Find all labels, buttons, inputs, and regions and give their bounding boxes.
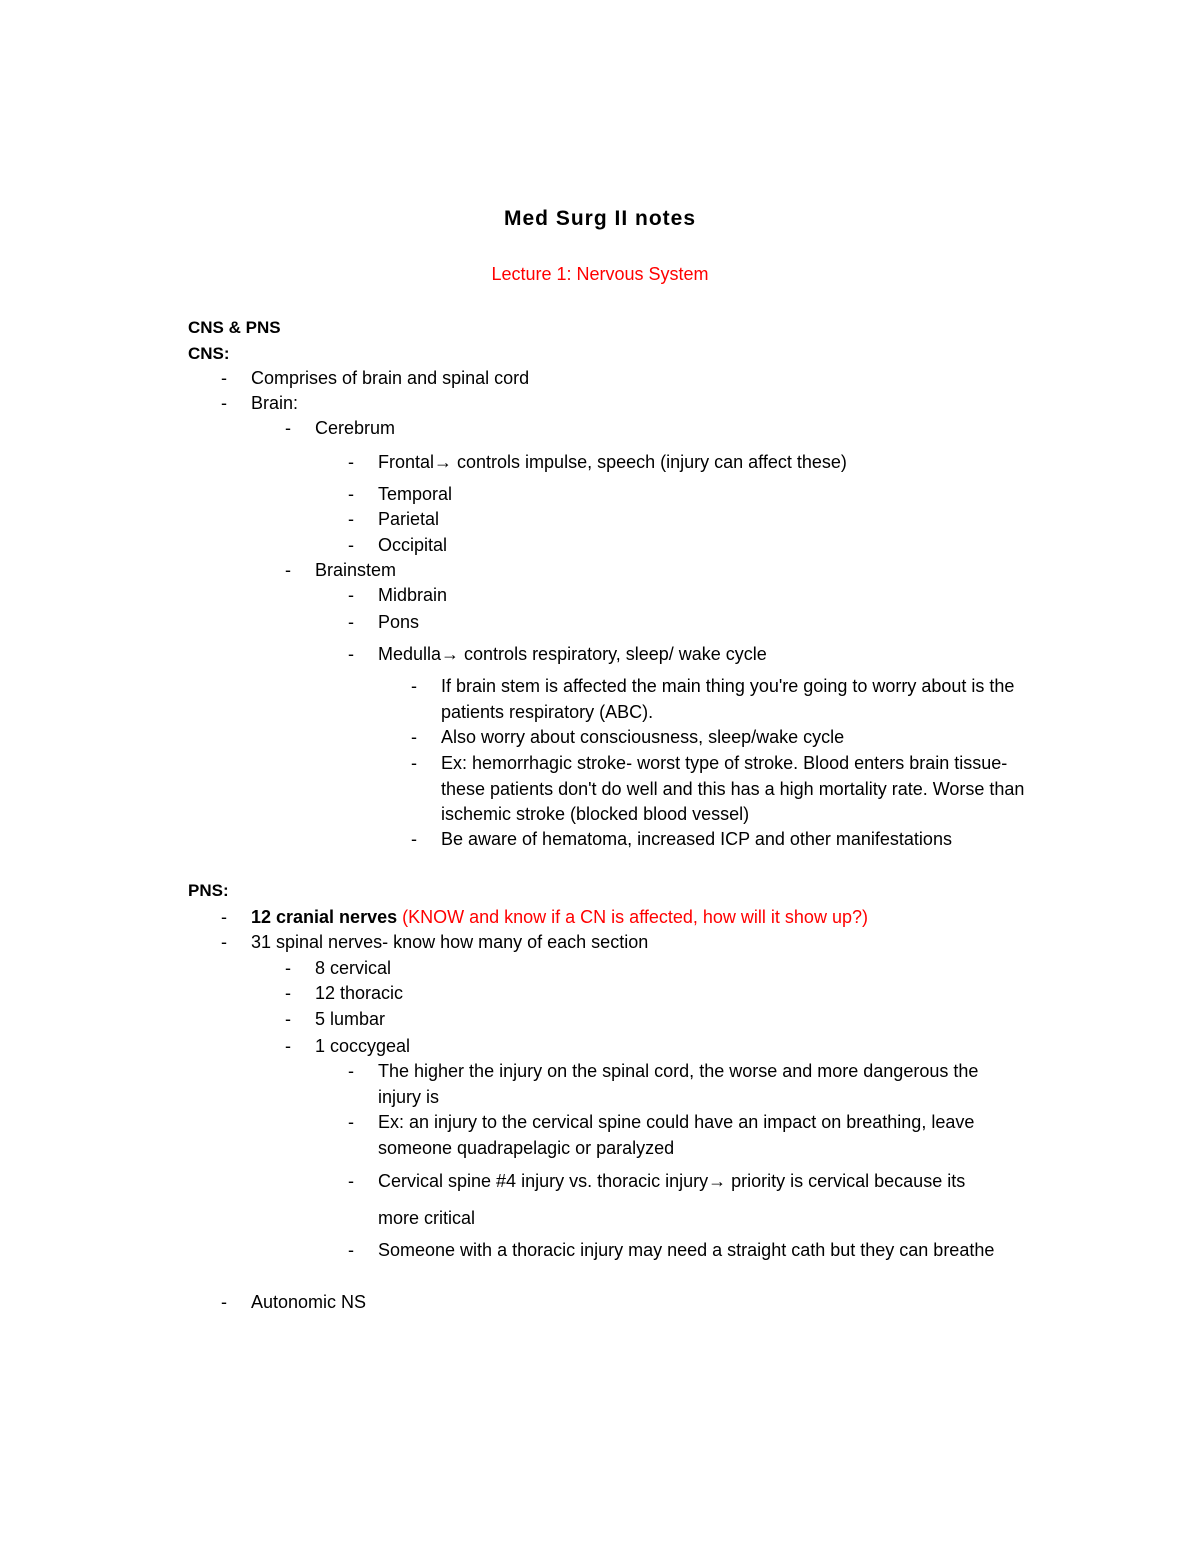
list-item-text: Ex: an injury to the cervical spine could have an impact on breathing, leave someone quadrapelagic or paralyzed [378,1112,975,1158]
list-item [285,1007,1015,1033]
list-item [221,366,1031,392]
list-item-text: Temporal [378,484,453,504]
list-item [285,558,1015,584]
document-title: Med Surg II notes [503,207,696,230]
bullet-dash: - [348,1240,354,1260]
list-item-text: Cerebrum [315,418,396,438]
list-item [285,981,1015,1007]
list-item-text: 12 thoracic [315,983,404,1003]
bullet-dash: - [348,452,354,472]
bullet-dash: - [411,676,417,696]
list-item [348,642,1018,668]
cranial-nerves-label: 12 cranial nerves [251,907,398,927]
list-item-text: Frontal→ controls impulse, speech (injury can affect these) [378,452,847,472]
list-item [411,827,1031,853]
list-item-text: Also worry about consciousness, sleep/wake cycle [441,727,845,747]
list-item-text: Ex: hemorrhagic stroke- worst type of stroke. Blood enters brain tissue- these patients don't do well and this has a high mortality rate. Worse than ischemic stroke (blocked blood vessel) [441,753,1025,824]
list-item-text: The higher the injury on the spinal cord, the worse and more dangerous the injury is [378,1061,979,1107]
section-heading-cns: CNS: [188,344,230,363]
list-item-continuation [378,1206,1018,1232]
list-item-text: Pons [378,612,420,632]
list-item [221,905,1031,931]
list-item [348,450,1018,476]
bullet-dash: - [348,484,354,504]
bullet-dash: - [348,509,354,529]
bullet-dash: - [221,932,227,952]
list-item-text: Comprises of brain and spinal cord [251,368,530,388]
list-item-text: Brain: [251,393,299,413]
bullet-dash: - [285,560,291,580]
list-item [348,1110,1018,1161]
cranial-nerves-note: (KNOW and know if a CN is affected, how will it show up?) [402,907,868,927]
bullet-dash: - [348,1171,354,1191]
list-item [348,1238,1018,1264]
bullet-dash: - [285,1036,291,1056]
list-item [285,416,1015,442]
section-heading-pns: PNS: [188,881,229,900]
list-item-text: 1 coccygeal [315,1036,411,1056]
list-item-text: If brain stem is affected the main thing you're going to worry about is the patients respiratory (ABC). [441,676,1015,722]
bullet-dash: - [348,535,354,555]
list-item [285,1034,1015,1060]
list-item [221,930,1031,956]
bullet-dash: - [221,907,227,927]
list-item [221,1290,1031,1316]
section-heading-cns-pns: CNS & PNS [188,318,281,337]
list-item [348,482,1018,508]
bullet-dash: - [348,1112,354,1132]
list-item-text: Midbrain [378,585,448,605]
bullet-dash: - [285,418,291,438]
list-item [411,725,1031,751]
list-item [411,674,1031,725]
list-item [348,1169,1018,1195]
list-item [348,583,1018,609]
list-item [348,610,1018,636]
list-item-text: more critical [378,1208,476,1228]
bullet-dash: - [221,368,227,388]
list-item [348,1059,1018,1110]
bullet-dash: - [411,829,417,849]
bullet-dash: - [411,753,417,773]
list-item-text: Parietal [378,509,440,529]
bullet-dash: - [221,1292,227,1312]
list-item [221,391,1031,417]
bullet-dash: - [285,1009,291,1029]
bullet-dash: - [348,1061,354,1081]
bullet-dash: - [221,393,227,413]
list-item-text: 5 lumbar [315,1009,386,1029]
list-item-text: Be aware of hematoma, increased ICP and other manifestations [441,829,952,849]
document-subtitle: Lecture 1: Nervous System [491,264,709,284]
list-item-text: Someone with a thoracic injury may need a straight cath but they can breathe [378,1240,995,1260]
list-item-text: 31 spinal nerves- know how many of each section [251,932,649,952]
list-item-text: Brainstem [315,560,397,580]
list-item [285,956,1015,982]
bullet-dash: - [348,644,354,664]
bullet-dash: - [348,612,354,632]
list-item-text: 8 cervical [315,958,392,978]
list-item-text: Cervical spine #4 injury vs. thoracic injury→ priority is cervical because its [378,1171,966,1191]
list-item [348,533,1018,559]
bullet-dash: - [285,958,291,978]
bullet-dash: - [285,983,291,1003]
list-item [348,507,1018,533]
bullet-dash: - [411,727,417,747]
list-item-text: Medulla→ controls respiratory, sleep/ wake cycle [378,644,767,664]
list-item-text: Occipital [378,535,448,555]
list-item [411,751,1031,828]
bullet-dash: - [348,585,354,605]
list-item-text: Autonomic NS [251,1292,367,1312]
